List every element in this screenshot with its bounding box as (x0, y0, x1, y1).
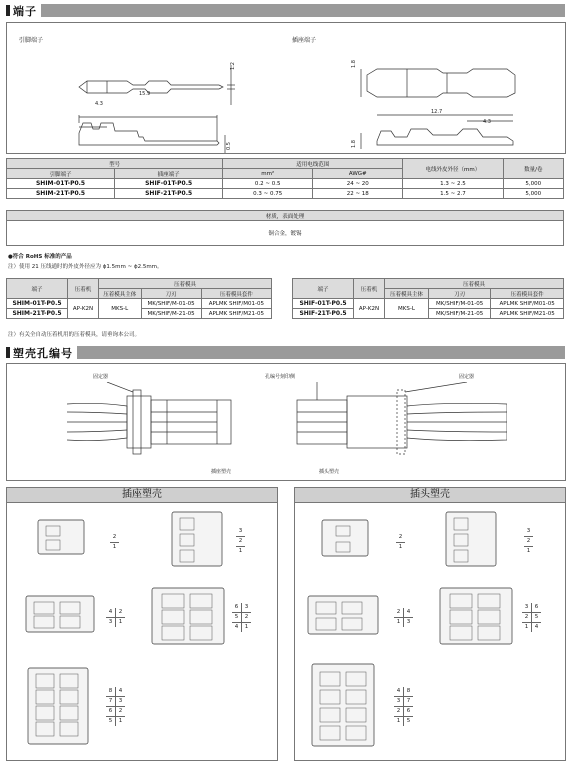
pin-number: 2 (115, 608, 125, 617)
pin-map-row (522, 613, 541, 623)
table-row (293, 309, 564, 319)
pin-number: 1 (238, 548, 243, 554)
pin-map-s4 (232, 603, 251, 632)
pin-terminal-drawing (67, 45, 247, 153)
section-title-terminal: 端子 (13, 4, 37, 18)
cell-pin: SHIM-01T-P0.5 (7, 179, 115, 189)
crimp-table-socket (292, 278, 564, 319)
awg-header: AWG# (313, 169, 403, 179)
assembly-frame (6, 363, 566, 481)
pin-map-row (524, 547, 533, 556)
pin-number: 3 (524, 604, 529, 610)
pin-number: 5 (531, 613, 541, 622)
pin-number: 7 (108, 698, 113, 704)
pin-map-row (106, 608, 125, 618)
material-header: 材质，表面处理 (7, 211, 564, 221)
pin-map-p2 (524, 527, 533, 556)
pin-map-p3 (394, 608, 413, 627)
pin-number: 5 (108, 718, 113, 724)
pin-map-row (236, 527, 245, 537)
cell-pin: SHIM-21T-P0.5 (7, 189, 115, 199)
pin-map-row (236, 537, 245, 547)
dim-1-8-bottom: 1.8 (350, 140, 357, 148)
model-header: 型号 (7, 159, 223, 169)
pin-map-row (524, 527, 533, 537)
pin-number: 4 (108, 609, 113, 615)
cell-mm2: 0.2 ~ 0.5 (223, 179, 313, 189)
pin-map-row (524, 537, 533, 547)
note-1: 注）使用 21 压线通时的外皮外径应为 ϕ1.5mm ~ ϕ2.5mm。 (8, 264, 163, 270)
plug-panel-title: 插头塑壳 (295, 488, 565, 503)
pin-map-row (522, 623, 541, 632)
pin-number: 3 (115, 697, 125, 706)
dim-0-5: 0.5 (225, 142, 232, 150)
table-row (7, 299, 272, 309)
crimp-body-header: 压着模具主体 (385, 289, 429, 299)
pin-number: 8 (403, 687, 413, 696)
crimp-terminal-header: 端子 (7, 279, 68, 299)
cell-qty: 5,000 (503, 179, 563, 189)
pin-map-row (396, 543, 405, 552)
pin-number: 1 (241, 623, 251, 632)
pin-number: 1 (115, 717, 125, 726)
pin-map-p1 (396, 533, 405, 552)
pin-number: 4 (396, 688, 401, 694)
pin-map-row (396, 533, 405, 543)
cell-kit: APLMK SHIF/M01-05 (491, 299, 564, 309)
section-title-housing: 塑壳孔编号 (13, 346, 73, 360)
pin-number: 2 (396, 609, 401, 615)
pin-number: 4 (531, 623, 541, 632)
cell-socket: SHIF-01T-P0.5 (115, 179, 223, 189)
crimp-machine-header: 压着机 (354, 279, 385, 299)
pin-number: 1 (398, 544, 403, 550)
pin-number: 2 (398, 534, 403, 540)
plug-housing-caption: 插头塑壳 (319, 469, 340, 475)
socket-housing-caption: 插座塑壳 (211, 469, 232, 475)
cell-body: MKS-L (99, 299, 142, 319)
pin-number: 1 (396, 619, 401, 625)
cell-mm2: 0.3 ~ 0.75 (223, 189, 313, 199)
socket-panel-title: 插座塑壳 (7, 488, 277, 503)
cell-kit: APLMK SHIF/M21-05 (201, 309, 271, 319)
crimp-kit-header: 压着模具套件 (491, 289, 564, 299)
socket-terminal-label: 插座端子 (292, 37, 317, 44)
terminal-spec-table (6, 158, 564, 199)
pin-number: 3 (108, 619, 113, 625)
pin-number: 5 (403, 717, 413, 726)
pin-number: 2 (115, 707, 125, 716)
crimp-tool-header: 压着模具 (385, 279, 564, 289)
section-bar-housing (6, 346, 565, 359)
dim-15-9: 15.9 (139, 91, 151, 97)
wire-range-header: 适用电线范围 (223, 159, 403, 169)
pin-number: 2 (112, 534, 117, 540)
pin-number: 2 (238, 538, 243, 544)
mm2-header: mm² (223, 169, 313, 179)
pin-map-row (394, 717, 413, 726)
pin-number: 2 (241, 613, 251, 622)
cell-machine: AP-K2N (354, 299, 385, 319)
outer-dia-header: 电线外皮外径（mm） (403, 159, 503, 179)
assembly-drawing (67, 382, 507, 462)
pin-map-row (106, 687, 125, 697)
cell-blade: MK/SHIF/M-01-05 (428, 299, 490, 309)
cell-terminal: SHIF-21T-P0.5 (293, 309, 354, 319)
pin-number: 6 (403, 707, 413, 716)
pin-map-row (394, 697, 413, 707)
cell-dia: 1.5 ~ 2.7 (403, 189, 503, 199)
dim-12-7: 12.7 (431, 109, 443, 115)
lock-left-label: 固定器 (93, 374, 109, 380)
pin-number: 4 (115, 687, 125, 696)
pin-map-p4 (522, 603, 541, 632)
pin-number: 4 (403, 608, 413, 617)
cell-body: MKS-L (385, 299, 429, 319)
pin-number: 5 (234, 614, 239, 620)
pin-number: 6 (108, 708, 113, 714)
crimp-body-header: 压着模具主体 (99, 289, 142, 299)
cell-terminal: SHIF-01T-P0.5 (293, 299, 354, 309)
pin-map-s5 (106, 687, 125, 726)
table-row (7, 179, 564, 189)
pin-map-row (394, 707, 413, 717)
pin-map-row (394, 618, 413, 627)
pin-number: 1 (396, 718, 401, 724)
pin-number: 3 (241, 603, 251, 612)
dim-4-3-right: 4.3 (483, 119, 491, 125)
pin-number: 1 (115, 618, 125, 627)
socket-terminal-drawing (347, 45, 547, 153)
pin-number: 6 (234, 604, 239, 610)
cell-blade: MK/SHIF/M-01-05 (141, 299, 201, 309)
dim-1-2: 1.2 (229, 62, 236, 70)
pin-map-row (106, 707, 125, 717)
pin-map-row (232, 613, 251, 623)
pin-map-row (110, 533, 119, 543)
pin-terminal-header: 引脚端子 (7, 169, 115, 179)
cell-dia: 1.3 ~ 2.5 (403, 179, 503, 189)
cell-socket: SHIF-21T-P0.5 (115, 189, 223, 199)
cell-blade: MK/SHIF/M-21-05 (141, 309, 201, 319)
pin-number: 3 (238, 528, 243, 534)
qty-header: 数量/卷 (503, 159, 563, 179)
cell-awg: 22 ~ 18 (313, 189, 403, 199)
material-value: 铜合金，镀锡 (7, 221, 564, 246)
cell-terminal: SHIM-01T-P0.5 (7, 299, 68, 309)
pin-number: 3 (403, 618, 413, 627)
pin-number: 2 (526, 538, 531, 544)
pin-number: 1 (526, 548, 531, 554)
pin-map-row (522, 603, 541, 613)
cell-machine: AP-K2N (68, 299, 99, 319)
material-table (6, 210, 564, 246)
crimp-table-pin (6, 278, 272, 319)
crimp-tool-header: 压着模具 (99, 279, 272, 289)
dim-1-8-top: 1.8 (350, 60, 357, 68)
crimp-terminal-header: 端子 (293, 279, 354, 299)
pin-map-row (106, 697, 125, 707)
dim-4-3-left: 4.3 (95, 101, 103, 107)
cell-terminal: SHIM-21T-P0.5 (7, 309, 68, 319)
socket-terminal-header: 插座端子 (115, 169, 223, 179)
pin-terminal-label: 引脚端子 (19, 37, 44, 44)
pin-number: 7 (403, 697, 413, 706)
pin-map-row (106, 717, 125, 726)
table-row (7, 189, 564, 199)
table-row (293, 299, 564, 309)
cell-awg: 24 ~ 20 (313, 179, 403, 189)
rohs-note: ●符合 RoHS 标准的产品 (8, 254, 72, 260)
cell-qty: 5,000 (503, 189, 563, 199)
pin-no-side-label: 孔编号刻印侧 (265, 374, 296, 380)
pin-map-row (232, 623, 251, 632)
pin-number: 6 (531, 603, 541, 612)
pin-number: 2 (524, 614, 529, 620)
crimp-blade-header: 刀刃 (428, 289, 490, 299)
pin-number: 3 (396, 698, 401, 704)
lock-right-label: 固定器 (459, 374, 475, 380)
cell-kit: APLMK SHIF/M21-05 (491, 309, 564, 319)
pin-number: 1 (112, 544, 117, 550)
pin-map-row (394, 687, 413, 697)
cell-blade: MK/SHIF/M-21-05 (428, 309, 490, 319)
pin-map-s2 (236, 527, 245, 556)
crimp-kit-header: 压着模具套件 (201, 289, 271, 299)
crimp-blade-header: 刀刃 (141, 289, 201, 299)
pin-number: 2 (396, 708, 401, 714)
crimp-machine-header: 压着机 (68, 279, 99, 299)
note-2: 注）有关全自动压着机用的压着模具，请垂询本公司。 (8, 332, 141, 338)
pin-number: 8 (108, 688, 113, 694)
section-bar-terminal (6, 4, 565, 17)
pin-map-row (232, 603, 251, 613)
pin-map-row (394, 608, 413, 618)
pin-map-row (236, 547, 245, 556)
pin-number: 4 (234, 624, 239, 630)
pin-map-row (110, 543, 119, 552)
pin-map-s1 (110, 533, 119, 552)
terminal-drawing-frame (6, 22, 566, 154)
pin-map-p5 (394, 687, 413, 726)
pin-number: 1 (524, 624, 529, 630)
pin-map-row (106, 618, 125, 627)
pin-map-s3 (106, 608, 125, 627)
cell-kit: APLMK SHIF/M01-05 (201, 299, 271, 309)
pin-number: 3 (526, 528, 531, 534)
